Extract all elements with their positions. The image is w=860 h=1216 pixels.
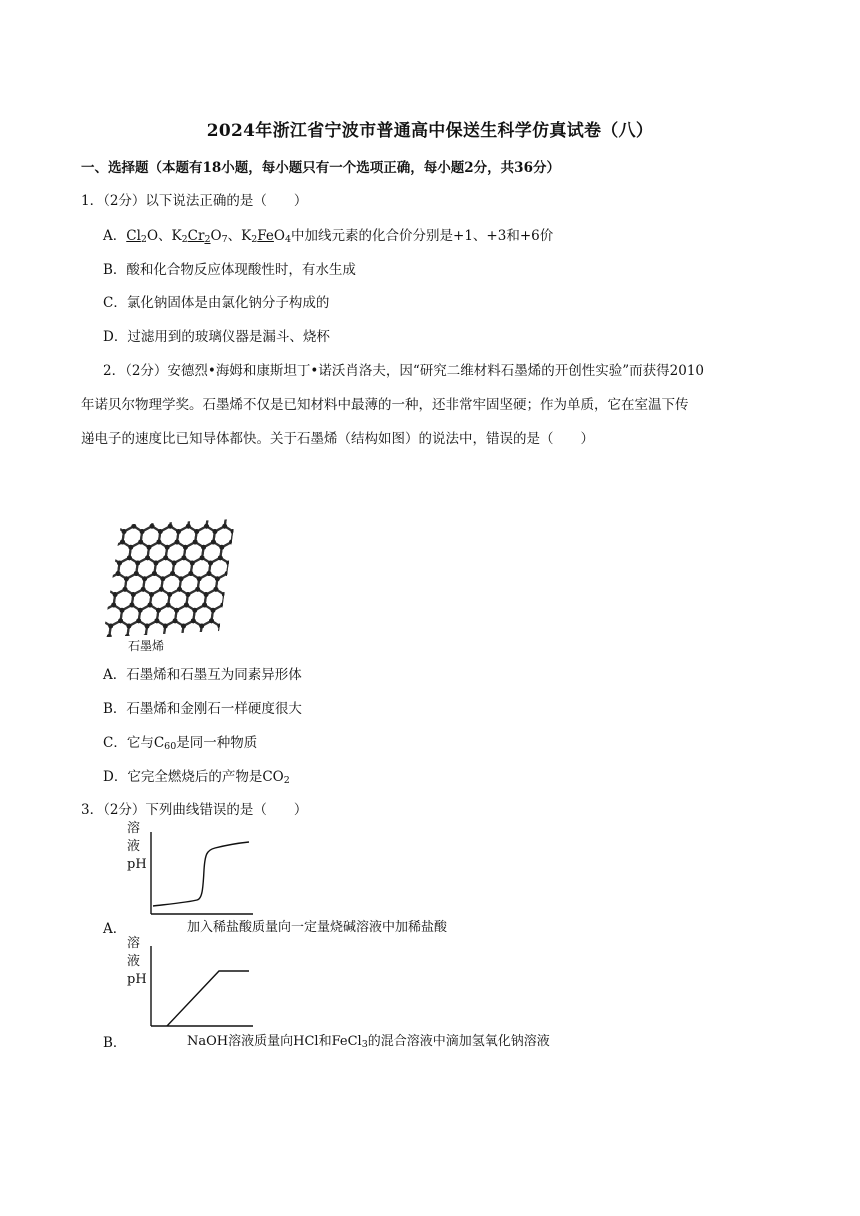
carbon-atom [140, 529, 145, 534]
q2-stem-line3: 递电子的速度比已知导体都快。关于石墨烯（结构如图）的说法中，错误的是（ ） [81, 431, 594, 447]
carbon-atom [216, 634, 221, 637]
carbon-atom [101, 618, 105, 623]
carbon-atom [186, 592, 191, 597]
hexagon-ring [234, 574, 237, 595]
carbon-atom [231, 529, 236, 534]
carbon-atom [152, 571, 157, 576]
hexagon-ring [101, 519, 117, 532]
carbon-atom [122, 529, 127, 534]
carbon-atom [215, 576, 220, 581]
carbon-atom [198, 634, 203, 637]
carbon-atom [202, 603, 207, 608]
carbon-atom [167, 592, 172, 597]
carbon-atom [123, 587, 128, 592]
carbon-atom [120, 540, 125, 545]
carbon-atom [229, 608, 234, 613]
carbon-atom [176, 529, 181, 534]
carbon-atom [154, 561, 159, 566]
q2-option-a: A．石墨烯和石墨互为同素异形体 [103, 667, 302, 683]
carbon-atom [142, 576, 147, 581]
carbon-atom [111, 603, 116, 608]
hexagon-ring [225, 637, 237, 638]
hexagon-ring [171, 637, 191, 638]
hexagon-ring [223, 589, 237, 610]
carbon-atom [102, 540, 107, 545]
carbon-atom [204, 592, 209, 597]
carbon-atom [113, 524, 118, 529]
carbon-atom [207, 571, 212, 576]
carbon-atom [236, 624, 237, 629]
carbon-atom [101, 571, 102, 576]
carbon-atom [173, 618, 178, 623]
carbon-atom [138, 608, 143, 613]
carbon-atom [208, 561, 213, 566]
carbon-atom [219, 545, 224, 550]
carbon-atom [183, 545, 188, 550]
carbon-atom [220, 603, 225, 608]
carbon-atom [186, 524, 191, 529]
q3-stem: 3．（2分）下列曲线错误的是（ ） [81, 802, 308, 818]
q1-option-b: B．酸和化合物反应体现酸性时，有水生成 [103, 262, 356, 278]
carbon-atom [110, 545, 115, 550]
hexagon-ring [101, 558, 120, 579]
carbon-atom [180, 634, 185, 637]
carbon-atom [236, 555, 237, 560]
hexagon-ring [101, 526, 106, 547]
carbon-atom [141, 587, 146, 592]
q3b-x-label: NaOH溶液质量向HCl和FeCl$_3$的混合溶液中滴加氢氧化钠溶液 [187, 1034, 550, 1050]
hexagon-ring [189, 637, 209, 638]
carbon-atom [165, 545, 170, 550]
carbon-atom [193, 540, 198, 545]
carbon-atom [225, 571, 230, 576]
carbon-atom [216, 634, 221, 637]
carbon-atom [188, 571, 193, 576]
hexagon-ring [146, 621, 166, 637]
carbon-atom [201, 545, 206, 550]
carbon-atom [232, 587, 237, 592]
carbon-atom [147, 545, 152, 550]
carbon-atom [101, 571, 102, 576]
exam-title: 2024年浙江省宁波市普通高中保送生科学仿真试卷（八） [206, 121, 654, 141]
q2-stem-line1: 2．（2分）安德烈•海姆和康斯坦丁•诺沃肖洛夫，因“研究二维材料石墨烯的开创性实验”而获得2010 [103, 363, 705, 379]
carbon-atom [222, 524, 227, 529]
carbon-atom [104, 587, 109, 592]
carbon-atom [236, 555, 237, 560]
carbon-atom [172, 561, 177, 566]
carbon-atom [127, 555, 132, 560]
carbon-atom [109, 555, 114, 560]
q2-stem-line2: 年诺贝尔物理学奖。石墨烯不仅是已知材料中最薄的一种，还非常牢固坚硬；作为单质，它在室温下传 [81, 397, 689, 413]
carbon-atom [131, 592, 136, 597]
carbon-atom [145, 555, 150, 560]
carbon-atom [166, 603, 171, 608]
carbon-atom [229, 540, 234, 545]
carbon-atom [148, 603, 153, 608]
carbon-atom [103, 529, 108, 534]
q1-option-c: C．氯化钠固体是由氯化钠分子构成的 [103, 295, 330, 311]
carbon-atom [218, 555, 223, 560]
carbon-atom [234, 634, 237, 637]
carbon-atom [156, 608, 161, 613]
carbon-atom [101, 571, 102, 576]
carbon-atom [190, 561, 195, 566]
carbon-atom [110, 545, 115, 550]
carbon-atom [117, 561, 122, 566]
carbon-atom [236, 555, 237, 560]
carbon-atom [118, 618, 123, 623]
carbon-atom [107, 634, 112, 637]
q3-option-a-prefix: A． [103, 921, 127, 937]
carbon-atom [145, 624, 150, 629]
q3b-description: 向HCl和FeCl$_3$的混合溶液中滴加氢氧化钠溶液 [280, 1034, 550, 1050]
carbon-atom [106, 576, 111, 581]
carbon-atom [127, 624, 132, 629]
carbon-atom [101, 618, 105, 623]
q3b-y-label: 溶 液 pH [127, 936, 147, 987]
q2-option-c: C．它与$C_{60}$是同一种物质 [103, 735, 258, 752]
carbon-atom [101, 608, 106, 613]
carbon-atom [216, 634, 221, 637]
carbon-atom [160, 576, 165, 581]
carbon-atom [209, 618, 214, 623]
carbon-atom [101, 618, 105, 623]
q1-option-d: D．过滤用到的玻璃仪器是漏斗、烧杯 [103, 329, 330, 345]
hexagon-ring [101, 605, 104, 626]
carbon-atom [159, 587, 164, 592]
carbon-atom [158, 529, 163, 534]
hexagon-ring [101, 542, 113, 563]
carbon-atom [179, 576, 184, 581]
graphene-caption: 石墨烯 [128, 639, 165, 653]
carbon-atom [136, 618, 141, 623]
q3a-ph-curve-chart [145, 830, 255, 915]
carbon-atom [217, 624, 222, 629]
carbon-atom [175, 540, 180, 545]
carbon-atom [101, 561, 104, 566]
carbon-atom [134, 571, 139, 576]
carbon-atom [234, 634, 237, 637]
carbon-atom [211, 540, 216, 545]
carbon-atom [109, 555, 114, 560]
q1-stem: 1．（2分）以下说法正确的是（ ） [81, 193, 308, 209]
carbon-atom [103, 529, 108, 534]
q3a-y-label: 溶 液 pH [127, 821, 147, 872]
hexagon-ring [104, 526, 124, 547]
carbon-atom [181, 624, 186, 629]
carbon-atom [194, 529, 199, 534]
carbon-atom [227, 618, 232, 623]
carbon-atom [138, 540, 143, 545]
carbon-atom [227, 618, 232, 623]
carbon-atom [180, 634, 185, 637]
carbon-atom [113, 592, 118, 597]
carbon-atom [233, 576, 237, 581]
carbon-atom [113, 524, 118, 529]
carbon-atom [168, 524, 173, 529]
carbon-atom [104, 587, 109, 592]
q2-option-b: B．石墨烯和金刚石一样硬度很大 [103, 701, 302, 717]
carbon-atom [116, 571, 121, 576]
carbon-atom [102, 540, 107, 545]
carbon-atom [106, 576, 111, 581]
carbon-atom [109, 555, 114, 560]
carbon-atom [234, 634, 237, 637]
carbon-atom [184, 603, 189, 608]
carbon-atom [192, 608, 197, 613]
carbon-atom [236, 624, 237, 629]
carbon-atom [204, 524, 209, 529]
carbon-atom [104, 587, 109, 592]
carbon-atom [103, 529, 108, 534]
carbon-atom [163, 555, 168, 560]
carbon-atom [236, 624, 237, 629]
hexagon-ring [230, 605, 237, 626]
hexagon-ring [101, 574, 108, 595]
carbon-atom [233, 576, 237, 581]
q1-option-a: A．$Cl_2O$、$K_2Cr_2O_7$、$K_2FeO_4$中加线元素的化合价分别是+1、+3和+6价 [103, 228, 554, 245]
q3b-ph-curve-chart [145, 944, 255, 1029]
carbon-atom [150, 524, 155, 529]
hexagon-ring [200, 621, 220, 637]
carbon-atom [232, 587, 237, 592]
carbon-atom [106, 576, 111, 581]
carbon-atom [130, 603, 135, 608]
carbon-atom [226, 561, 231, 566]
carbon-atom [222, 592, 227, 597]
carbon-atom [108, 624, 113, 629]
carbon-atom [200, 555, 205, 560]
hexagon-ring [218, 621, 237, 637]
carbon-atom [198, 634, 203, 637]
carbon-atom [101, 561, 104, 566]
carbon-atom [211, 608, 216, 613]
carbon-atom [124, 576, 129, 581]
carbon-atom [177, 587, 182, 592]
carbon-atom [214, 587, 219, 592]
q3a-x-label: 加入稀盐酸质量向一定量烧碱溶液中加稀盐酸 [187, 920, 448, 935]
carbon-atom [174, 608, 179, 613]
carbon-atom [229, 608, 234, 613]
carbon-atom [102, 540, 107, 545]
carbon-atom [199, 624, 204, 629]
carbon-atom [197, 576, 202, 581]
carbon-atom [101, 608, 106, 613]
carbon-atom [155, 618, 160, 623]
carbon-atom [182, 555, 187, 560]
carbon-atom [157, 540, 162, 545]
carbon-atom [233, 576, 237, 581]
q2-option-d: D．它完全燃烧后的产物是$CO_2$ [103, 769, 290, 786]
section-heading: 一、选择题（本题有18小题，每小题只有一个选项正确，每小题2分，共36分） [81, 160, 560, 176]
hexagon-ring [207, 637, 227, 638]
carbon-atom [149, 592, 154, 597]
q3-option-b-prefix: B． [103, 1035, 127, 1051]
carbon-atom [113, 524, 118, 529]
carbon-atom [163, 624, 168, 629]
carbon-atom [110, 545, 115, 550]
carbon-atom [180, 634, 185, 637]
carbon-atom [229, 608, 234, 613]
carbon-atom [170, 571, 175, 576]
q3b-ph-line [167, 971, 249, 1026]
hexagon-ring [164, 621, 184, 637]
carbon-atom [120, 608, 125, 613]
carbon-atom [213, 529, 218, 534]
carbon-atom [128, 545, 133, 550]
q3a-description: 向一定量烧碱溶液中加稀盐酸 [278, 920, 448, 935]
hexagon-ring [182, 621, 202, 637]
carbon-atom [131, 524, 136, 529]
hexagon-ring [109, 621, 129, 637]
graphene-structure-figure [101, 519, 237, 637]
carbon-atom [227, 618, 232, 623]
carbon-atom [195, 587, 200, 592]
carbon-atom [232, 587, 237, 592]
carbon-atom [101, 608, 106, 613]
carbon-atom [135, 561, 140, 566]
carbon-atom [101, 561, 104, 566]
q3a-ph-curve [153, 842, 249, 906]
carbon-atom [198, 634, 203, 637]
carbon-atom [191, 618, 196, 623]
hexagon-ring [127, 621, 147, 637]
